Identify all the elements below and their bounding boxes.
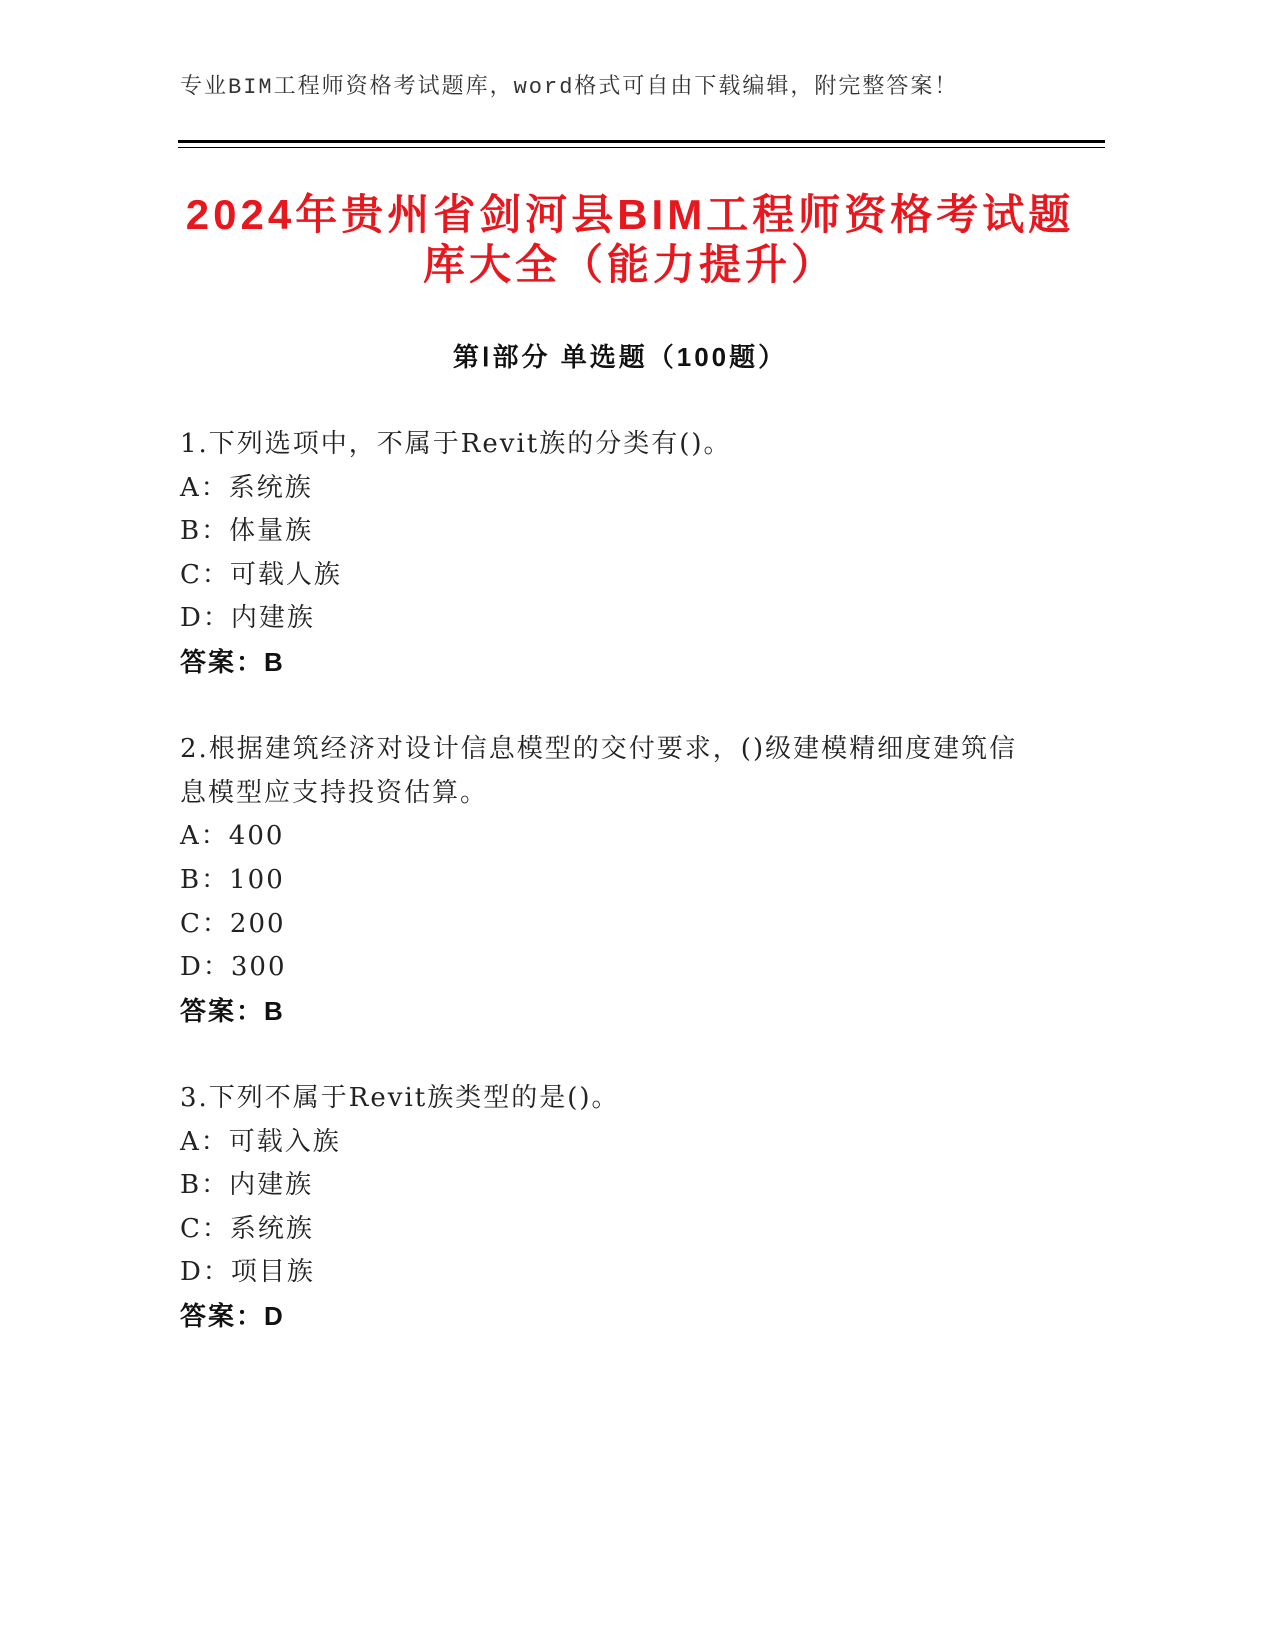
answer-line: 答案：D bbox=[180, 1300, 285, 1331]
option-c bbox=[180, 554, 1060, 598]
option-b bbox=[180, 1164, 1060, 1208]
section-heading: 第Ⅰ部分 单选题（100题） bbox=[452, 342, 788, 372]
option-text: 300 bbox=[230, 952, 287, 983]
option-c bbox=[180, 1208, 1060, 1252]
option-label: C： bbox=[180, 1213, 230, 1244]
option-text: 400 bbox=[228, 821, 285, 852]
option-text: 体量族 bbox=[229, 516, 314, 547]
answer-line: 答案：B bbox=[180, 995, 285, 1026]
question-1 bbox=[180, 423, 1060, 685]
question-list bbox=[180, 423, 1060, 1382]
option-d bbox=[180, 1251, 1060, 1295]
option-a bbox=[180, 467, 1060, 511]
answer-line: 答案：B bbox=[180, 646, 285, 677]
option-label: B： bbox=[180, 1170, 230, 1201]
option-text: 内建族 bbox=[230, 603, 315, 634]
option-d bbox=[180, 946, 1060, 990]
question-3 bbox=[180, 1077, 1060, 1339]
option-d bbox=[180, 597, 1060, 641]
option-text: 200 bbox=[229, 908, 286, 939]
option-text: 项目族 bbox=[230, 1257, 315, 1288]
question-stem: 1.下列选项中，不属于Revit族的分类有()。 bbox=[180, 429, 732, 459]
header-tagline: 专业BIM工程师资格考试题库，word格式可自由下载编辑，附完整答案！ bbox=[180, 75, 959, 100]
option-label: B： bbox=[180, 516, 230, 547]
question-stem: 3.下列不属于Revit族类型的是()。 bbox=[180, 1082, 620, 1113]
header-rule bbox=[178, 140, 1105, 148]
option-a bbox=[180, 815, 1060, 859]
question-2 bbox=[180, 728, 1060, 1033]
option-c bbox=[180, 903, 1060, 947]
option-text: 可载人族 bbox=[229, 559, 342, 590]
option-label: A： bbox=[180, 1126, 229, 1157]
option-label: B： bbox=[180, 864, 230, 895]
option-label: A： bbox=[180, 472, 229, 503]
option-text: 系统族 bbox=[228, 472, 313, 503]
option-label: D： bbox=[180, 1257, 231, 1288]
option-a bbox=[180, 1121, 1060, 1165]
document-title: 2024年贵州省剑河县BIM工程师资格考试题库大全（能力提升） bbox=[185, 191, 1075, 288]
option-text: 系统族 bbox=[229, 1213, 314, 1244]
option-label: A： bbox=[180, 821, 229, 852]
option-b bbox=[180, 510, 1060, 554]
option-text: 内建族 bbox=[229, 1170, 314, 1201]
option-b bbox=[180, 859, 1060, 903]
option-label: D： bbox=[180, 952, 231, 983]
option-label: C： bbox=[180, 908, 230, 939]
question-stem: 2.根据建筑经济对设计信息模型的交付要求，()级建模精细度建筑信息模型应支持投资估算。 bbox=[180, 734, 1018, 808]
option-text: 100 bbox=[229, 864, 285, 895]
option-label: C： bbox=[180, 559, 230, 590]
option-text: 可载入族 bbox=[228, 1126, 341, 1157]
option-label: D： bbox=[180, 603, 231, 634]
